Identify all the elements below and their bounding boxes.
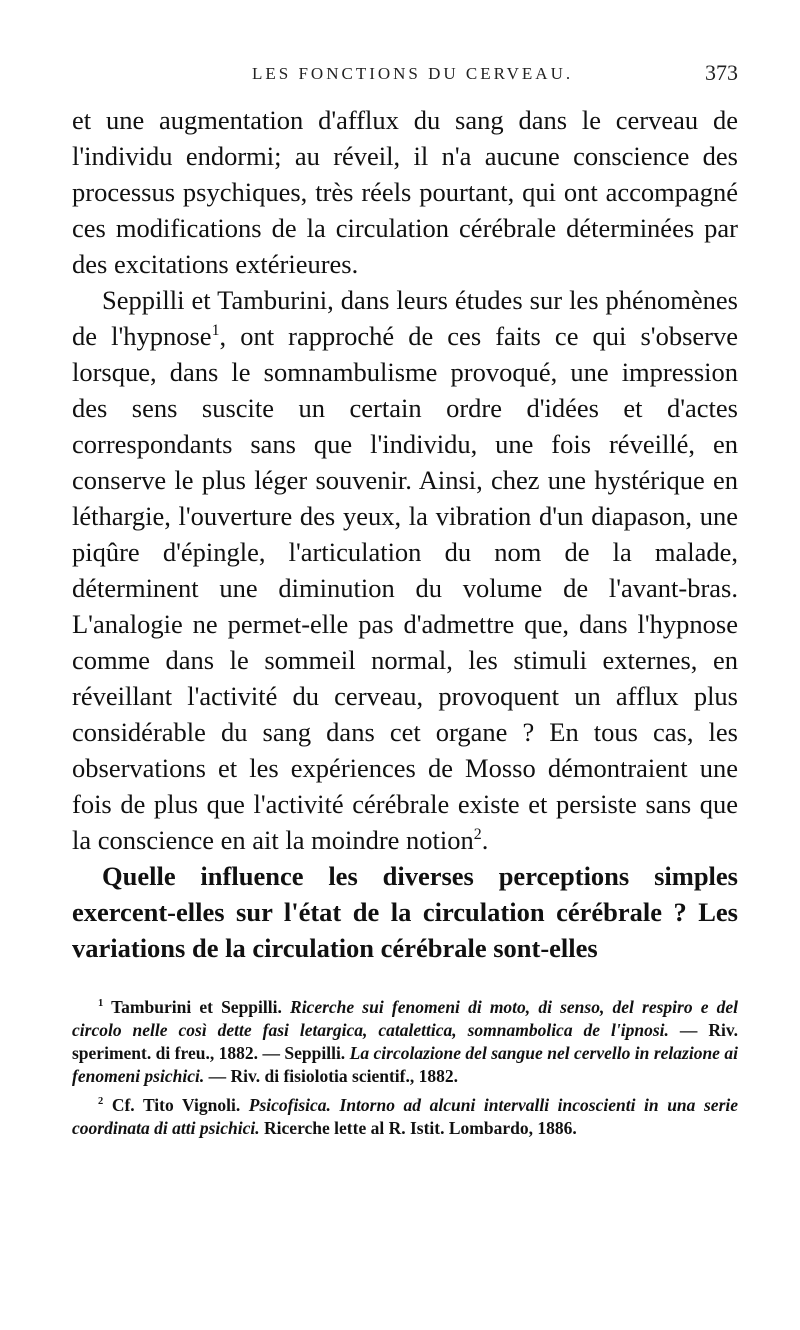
paragraph-2 <box>72 282 738 858</box>
footnote-1-title-2: La circolazione del sangue nel cervello in relazione ai fenomeni psichici. <box>72 1043 738 1086</box>
running-title: LES FONCTIONS DU CERVEAU. <box>252 64 574 83</box>
footnote-ref-2: 2 <box>473 826 482 844</box>
footnote-2 <box>72 1094 738 1140</box>
footnote-2-title: Psicofisica. Intorno ad alcuni intervalli incoscienti in una serie coordinata di atti psichici. <box>72 1095 739 1138</box>
paragraph-3: Quelle influence les diverses perceptions simples exercent-elles sur l'état de la circulation cérébrale ? Les variations de la circulation cérébrale sont-elles <box>72 861 738 963</box>
footnotes <box>72 996 738 1140</box>
footnote-1-source-2: — Riv. di fisiolotia scientif., 1882. <box>204 1066 458 1086</box>
paragraph-1: et une augmentation d'afflux du sang dans le cerveau de l'individu endormi; au réveil, il n'a aucune conscience des processus psychiques, très réels pourtant, qui ont accompagné ces modifications de la circulation cérébrale déterminées par des excitations extérieures. <box>72 105 738 279</box>
body-text <box>72 102 738 966</box>
footnote-1-authors: Tamburini et Seppilli. <box>111 997 291 1017</box>
footnote-2-source: Ricerche lette al R. Istit. Lombardo, 1886. <box>259 1118 577 1138</box>
footnote-1-mark: 1 <box>98 998 104 1010</box>
running-head <box>72 58 738 98</box>
footnote-1-source: — Riv. speriment. di freu., 1882. — Seppilli. <box>72 1020 738 1063</box>
footnote-2-author: Cf. Tito Vignoli. <box>111 1095 249 1115</box>
paragraph-2-part-a: Seppilli et Tamburini, dans leurs études sur les phénomènes de l'hypnose <box>72 285 738 351</box>
paragraph-2-part-c: . <box>481 825 489 855</box>
footnote-1 <box>72 996 738 1088</box>
footnote-2-mark: 2 <box>98 1096 104 1108</box>
page-number: 373 <box>705 60 738 85</box>
footnote-ref-1: 1 <box>211 322 220 340</box>
footnote-1-title: Ricerche sui fenomeni di moto, di senso, del respiro e del circolo nelle così dette fasi letargica, catalettica, somnambolica de l'ipnosi. <box>72 997 739 1040</box>
paragraph-2-part-b: , ont rapproché de ces faits ce qui s'observe lorsque, dans le somnambulisme provoqué, une impression des sens suscite un certain ordre d'idées et d'actes correspondants sans que l'individu, une fois réveillé, en conserve le plus léger souvenir. Ainsi, chez une hystérique en léthargie, l'ouverture des yeux, la vibration d'un diapason, une piqûre d'épingle, l'articulation du nom de la malade, déterminent une diminution du volume de l'avant-bras. L'analogie ne permet-elle pas d'admettre que, dans l'hypnose comme dans le sommeil normal, les stimuli externes, en réveillant l'activité du cerveau, provoquent un afflux plus considérable du sang dans cet organe ? En tous cas, les observations et les expériences de Mosso démontraient une fois de plus que l'activité cérébrale existe et persiste sans que la conscience en ait la moindre notion <box>72 321 738 855</box>
book-page <box>72 58 738 1146</box>
